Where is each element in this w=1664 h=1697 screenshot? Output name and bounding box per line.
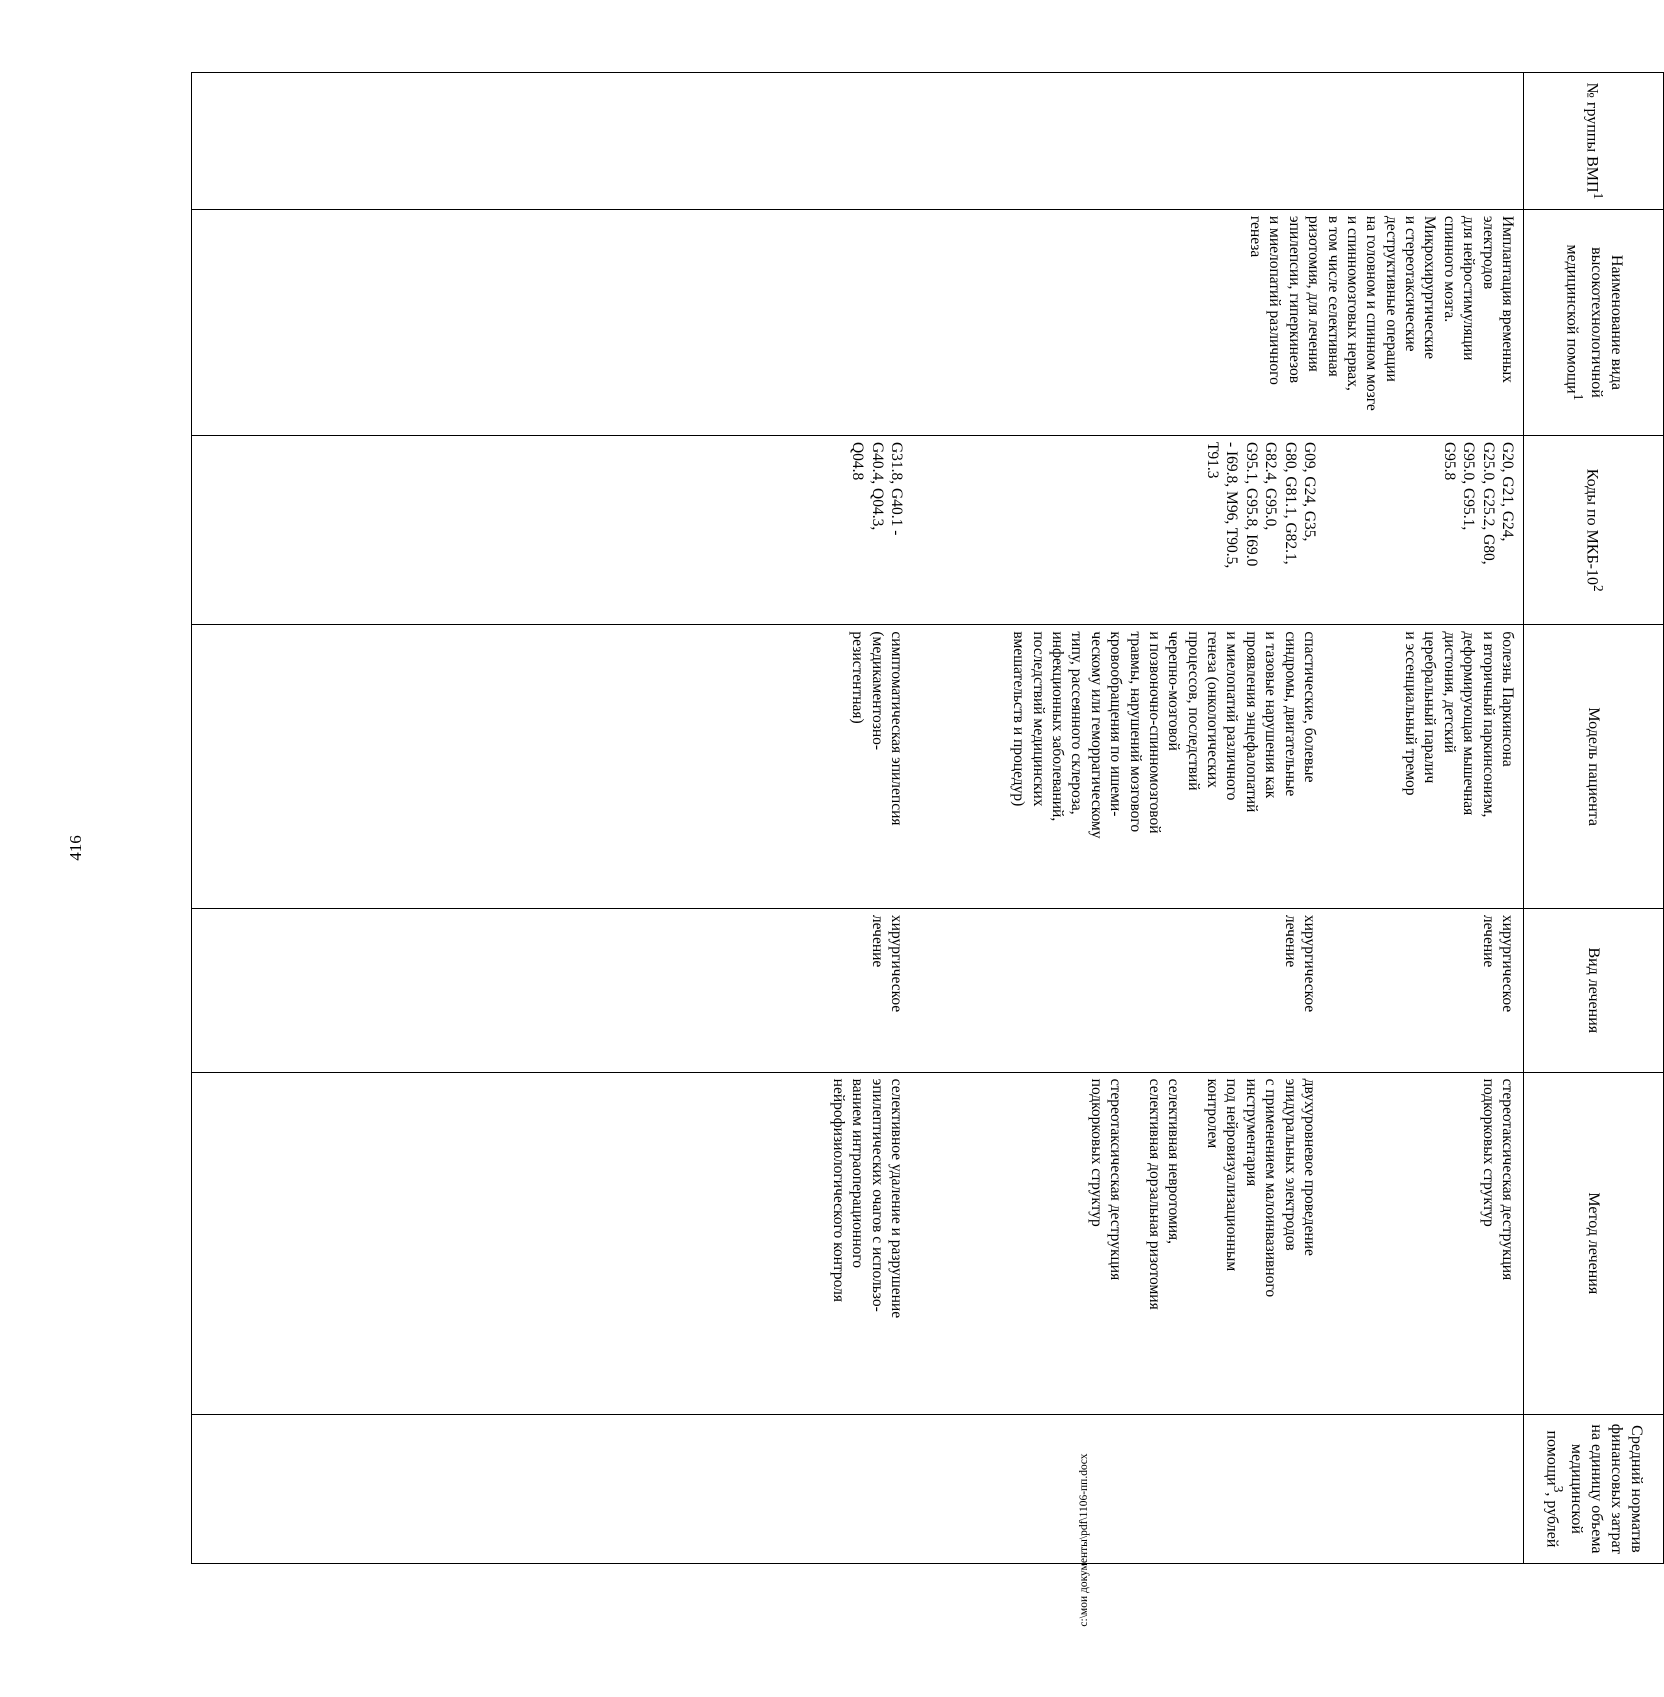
rotated-table-container bbox=[172, 72, 1664, 1555]
treatment-type-text: хирургическое лечение bbox=[1281, 914, 1318, 1013]
treatment-type-text: хирургическое лечение bbox=[868, 914, 905, 1013]
header-treatment-type: Вид лечения bbox=[1524, 908, 1664, 1072]
vmp-table bbox=[191, 72, 1664, 1564]
patient-model-text: болезнь Паркинсона и вторичный паркинсонизм, деформирующая мышечная дистония, детский церебральный паралич и эссенциальный тремор bbox=[1402, 631, 1516, 818]
header-vmp-name: Наименование вида высокотехнологичной медицинской помощи$^1$ bbox=[1524, 209, 1664, 435]
icd-codes-text: G20, G21, G24, G25.0, G25.2, G80, G95.0, G95.1, G95.8 bbox=[1440, 441, 1516, 565]
icd-codes-text: G09, G24, G35, G80, G81.1, G82.1, G82.4, G95.0, G95.1, G95.8, I69.0 - I69.8, M96, T90.5, T91.3 bbox=[1204, 441, 1318, 569]
icd-codes-text: G31.8, G40.1 - G40.4, Q04.3, Q04.8 bbox=[849, 441, 905, 536]
patient-model-text: спастические, болевые синдромы, двигательные и тазовые нарушения как проявления энцефалопатий и миелопатий различного генеза (онкологических процессов, последствий черепно-мозговой и позвоночно-спинномозговой травмы, нарушений мозгового кровообращения по ишеми- ческому или геморрагическому типу, рассеянного склероза, инфекционных заболеваний, последствий медицинских вмешательств и процедур) bbox=[1010, 631, 1318, 839]
header-icd-codes: Коды по МКБ-$10^2$ bbox=[1524, 435, 1664, 624]
treatment-method-text: стереотаксическая деструкция подкорковых структур bbox=[1479, 1078, 1516, 1281]
patient-model-cell bbox=[192, 625, 1524, 909]
header-treatment-method: Метод лечения bbox=[1524, 1072, 1664, 1414]
table-row bbox=[192, 73, 1524, 1564]
header-group-number: № группы ВМП$^1$ bbox=[1524, 73, 1664, 210]
header-cost-standard: Средний норматив финансовых затрат на единицу объема медицинской помощи$^3$, рублей bbox=[1524, 1414, 1664, 1563]
group-number-cell bbox=[192, 73, 1524, 210]
patient-model-text: симптоматическая эпилепсия (медикаментозно- резистентная) bbox=[849, 631, 905, 826]
treatment-method-text: двухуровневое проведение эпидуральных электродов с применением малоинвазивного инструментария под нейровизуализационным контролем селективная невротомия, селективная дорзальная ризотомия стереотаксическая деструкция подкорковых структур bbox=[1087, 1078, 1318, 1310]
treatment-type-text: хирургическое лечение bbox=[1479, 914, 1516, 1013]
vmp-name-cell: Имплантация временных электродов для нейростимуляции спинного мозга. Микрохирургические и стереотаксические деструктивные операции на головном и спинном мозге и спинномозговых нервах, в том числе селективная ризотомия, для лечения эпилепсии, гиперкинезов и миелопатий различного генеза bbox=[192, 209, 1524, 435]
footer-file-path: c:\мои документы\pdf\1106-пп.docx bbox=[1078, 1453, 1090, 1627]
icd-codes-cell bbox=[192, 435, 1524, 624]
page-number: 416 bbox=[66, 835, 85, 861]
treatment-method-cell bbox=[192, 1072, 1524, 1414]
cost-standard-cell bbox=[192, 1414, 1524, 1563]
treatment-type-cell bbox=[192, 908, 1524, 1072]
header-patient-model: Модель пациента bbox=[1524, 625, 1664, 909]
table-header-row bbox=[1524, 73, 1664, 1564]
treatment-method-text: селективное удаление и разрушение эпилептических очагов с использо- ванием интраоперационного нейрофизиологического контроля bbox=[829, 1078, 905, 1319]
